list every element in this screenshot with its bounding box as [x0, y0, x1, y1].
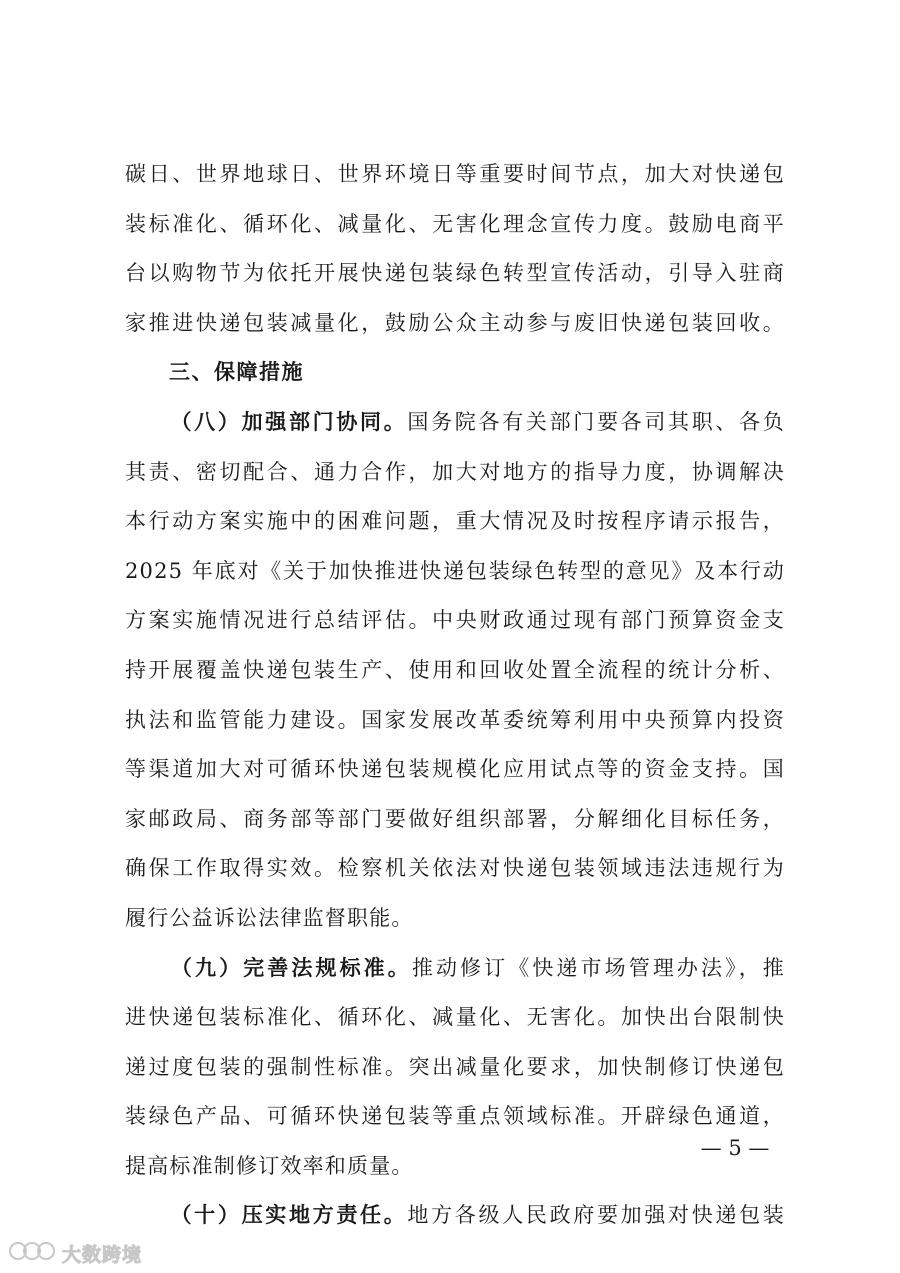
- paragraph-9-text: 推动修订《快递市场管理办法》，推: [411, 955, 785, 980]
- paragraph-9-heading: （九）完善法规标准。: [169, 955, 412, 980]
- paragraph-8-text: 国务院各有关部门要各司其职、各负: [407, 409, 786, 434]
- document-body: [125, 150, 785, 1241]
- page-number: — 5 —: [700, 1136, 770, 1160]
- body-line: 碳日、世界地球日、世界环境日等重要时间节点，加大对快递包: [125, 162, 785, 186]
- body-line: 家邮政局、商务部等部门要做好组织部署，分解细化目标任务，: [125, 806, 785, 831]
- body-line: 持开展覆盖快递包装生产、使用和回收处置全流程的统计分析、: [125, 657, 785, 682]
- paragraph-10-text: 地方各级人民政府要加强对快递包装: [407, 1203, 786, 1228]
- body-line: 递过度包装的强制性标准。突出减量化要求，加快制修订快递包: [125, 1054, 785, 1079]
- body-line: 履行公益诉讼法律监督职能。: [125, 905, 414, 930]
- paragraph-8-heading: （八）加强部门协同。: [169, 409, 408, 434]
- body-line: 本行动方案实施中的困难问题，重大情况及时按程序请示报告，: [125, 509, 785, 534]
- body-line: 等渠道加大对可循环快递包装规模化应用试点等的资金支持。国: [125, 757, 785, 782]
- body-line: 提高标准制修订效率和质量。: [125, 1153, 414, 1178]
- section-heading-text: 三、保障措施: [169, 360, 304, 385]
- watermark-text: 大数跨境: [62, 1243, 143, 1266]
- paragraph-8-first-line: [125, 398, 785, 448]
- paragraph-10-first-line: [125, 1191, 785, 1241]
- paragraph-9-first-line: [125, 944, 785, 994]
- body-line: 确保工作取得实效。检察机关依法对快递包装领域违法违规行为: [125, 856, 785, 881]
- body-line: 2025 年底对《关于加快推进快递包装绿色转型的意见》及本行动: [125, 558, 785, 583]
- body-line: 装标准化、循环化、减量化、无害化理念宣传力度。鼓励电商平: [125, 211, 785, 236]
- watermark: [8, 1237, 142, 1269]
- section-heading: [125, 348, 785, 398]
- body-line: 其责、密切配合、通力合作，加大对地方的指导力度，协调解决: [125, 459, 785, 484]
- body-line: 台以购物节为依托开展快递包装绿色转型宣传活动，引导入驻商: [125, 261, 785, 286]
- brand-logo-icon: [8, 1238, 56, 1269]
- body-line: 装绿色产品、可循环快递包装等重点领域标准。开辟绿色通道，: [125, 1104, 785, 1129]
- body-line: 进快递包装标准化、循环化、减量化、无害化。加快出台限制快: [125, 1005, 785, 1030]
- body-line: 方案实施情况进行总结评估。中央财政通过现有部门预算资金支: [125, 608, 785, 633]
- body-line: 家推进快递包装减量化，鼓励公众主动参与废旧快递包装回收。: [125, 310, 785, 335]
- paragraph-10-heading: （十）压实地方责任。: [169, 1203, 408, 1228]
- body-line: 执法和监管能力建设。国家发展改革委统筹利用中央预算内投资: [125, 707, 785, 732]
